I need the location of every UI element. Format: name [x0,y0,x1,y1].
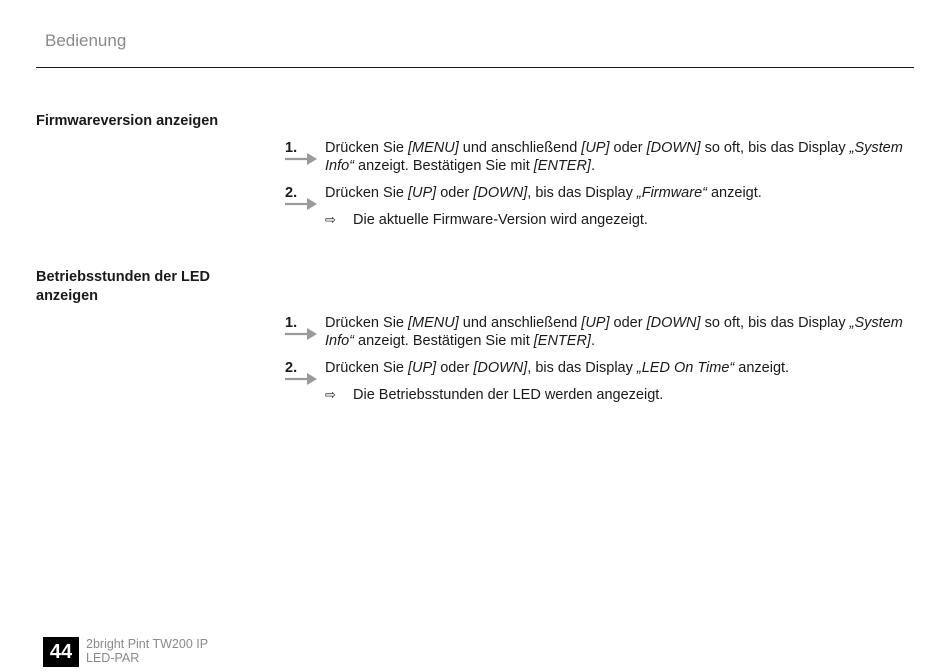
step-number: 1. [285,140,298,156]
step-text-segment: Drücken Sie [325,360,409,376]
step-text [325,140,903,174]
step-text [325,315,903,349]
step-text-emphasis: [DOWN] [473,185,528,201]
step-text-segment: so oft, bis das Display [700,140,850,156]
step-text-emphasis: [MENU] [408,315,459,331]
step-text-emphasis: [UP] [581,140,610,156]
step-text [325,185,762,201]
step-number: 2. [285,185,298,201]
step-text-segment: , bis das Display [527,185,637,201]
step-text [325,360,789,376]
step-text-emphasis: [DOWN] [473,360,528,376]
step-text-segment: anzeigt. Bestätigen Sie mit [354,333,534,349]
step-text-emphasis: „Firmware“ [636,185,707,201]
section-heading: Betriebsstunden der LED anzeigen [36,269,211,304]
header-divider [36,67,914,68]
step-text-segment: anzeigt. [706,185,762,201]
step-text-emphasis: [DOWN] [646,315,701,331]
step-text-segment: oder [436,360,474,376]
step-text-emphasis: [MENU] [408,140,459,156]
step-arrow-icon [285,328,319,342]
instruction-step [285,359,915,377]
instruction-step [285,314,915,350]
step-number: 1. [285,315,298,331]
result-arrow-icon: ⇨ [325,212,336,227]
result-line [285,211,915,229]
step-text-segment: oder [436,185,474,201]
step-text-emphasis: „LED On Time“ [636,360,735,376]
result-arrow-icon: ⇨ [325,387,336,402]
step-text-segment: und anschließend [458,140,582,156]
product-name-line: LED-PAR [86,651,140,665]
step-text-segment: Drücken Sie [325,185,409,201]
section-heading: Firmwareversion anzeigen [36,113,219,129]
step-text-emphasis: [ENTER] [533,158,591,174]
step-text-segment: oder [609,315,647,331]
step-text-segment: . [590,333,595,349]
result-line [285,386,915,404]
step-text-emphasis: [UP] [408,185,437,201]
product-name [86,637,208,665]
step-text-segment: und anschließend [458,315,582,331]
step-text-emphasis: [DOWN] [646,140,701,156]
step-text-emphasis: [ENTER] [533,333,591,349]
step-text-emphasis: „System Info“ [325,315,903,349]
instruction-step [285,139,915,175]
instruction-steps [285,139,915,229]
step-text-segment: Drücken Sie [325,140,409,156]
step-text-segment: Drücken Sie [325,315,409,331]
step-text-segment: so oft, bis das Display [700,315,850,331]
instruction-steps [285,314,915,404]
step-text-emphasis: [UP] [408,360,437,376]
step-arrow-icon [285,198,319,212]
step-number: 2. [285,360,298,376]
step-text-emphasis: [UP] [581,315,610,331]
step-text-segment: anzeigt. Bestätigen Sie mit [354,158,534,174]
product-name-line: 2bright Pint TW200 IP [86,637,209,651]
step-arrow-icon [285,153,319,167]
step-text-segment: , bis das Display [527,360,637,376]
step-text-segment: . [590,158,595,174]
result-text: Die aktuelle Firmware-Version wird angezeigt. [353,212,648,228]
step-text-segment: anzeigt. [734,360,790,376]
step-arrow-icon [285,373,319,387]
instruction-step [285,184,915,202]
step-text-segment: oder [609,140,647,156]
page-number: 44 [43,637,79,667]
result-text: Die Betriebsstunden der LED werden angezeigt. [353,387,664,403]
page-header-title: Bedienung [45,31,127,50]
step-text-emphasis: „System Info“ [325,140,903,174]
